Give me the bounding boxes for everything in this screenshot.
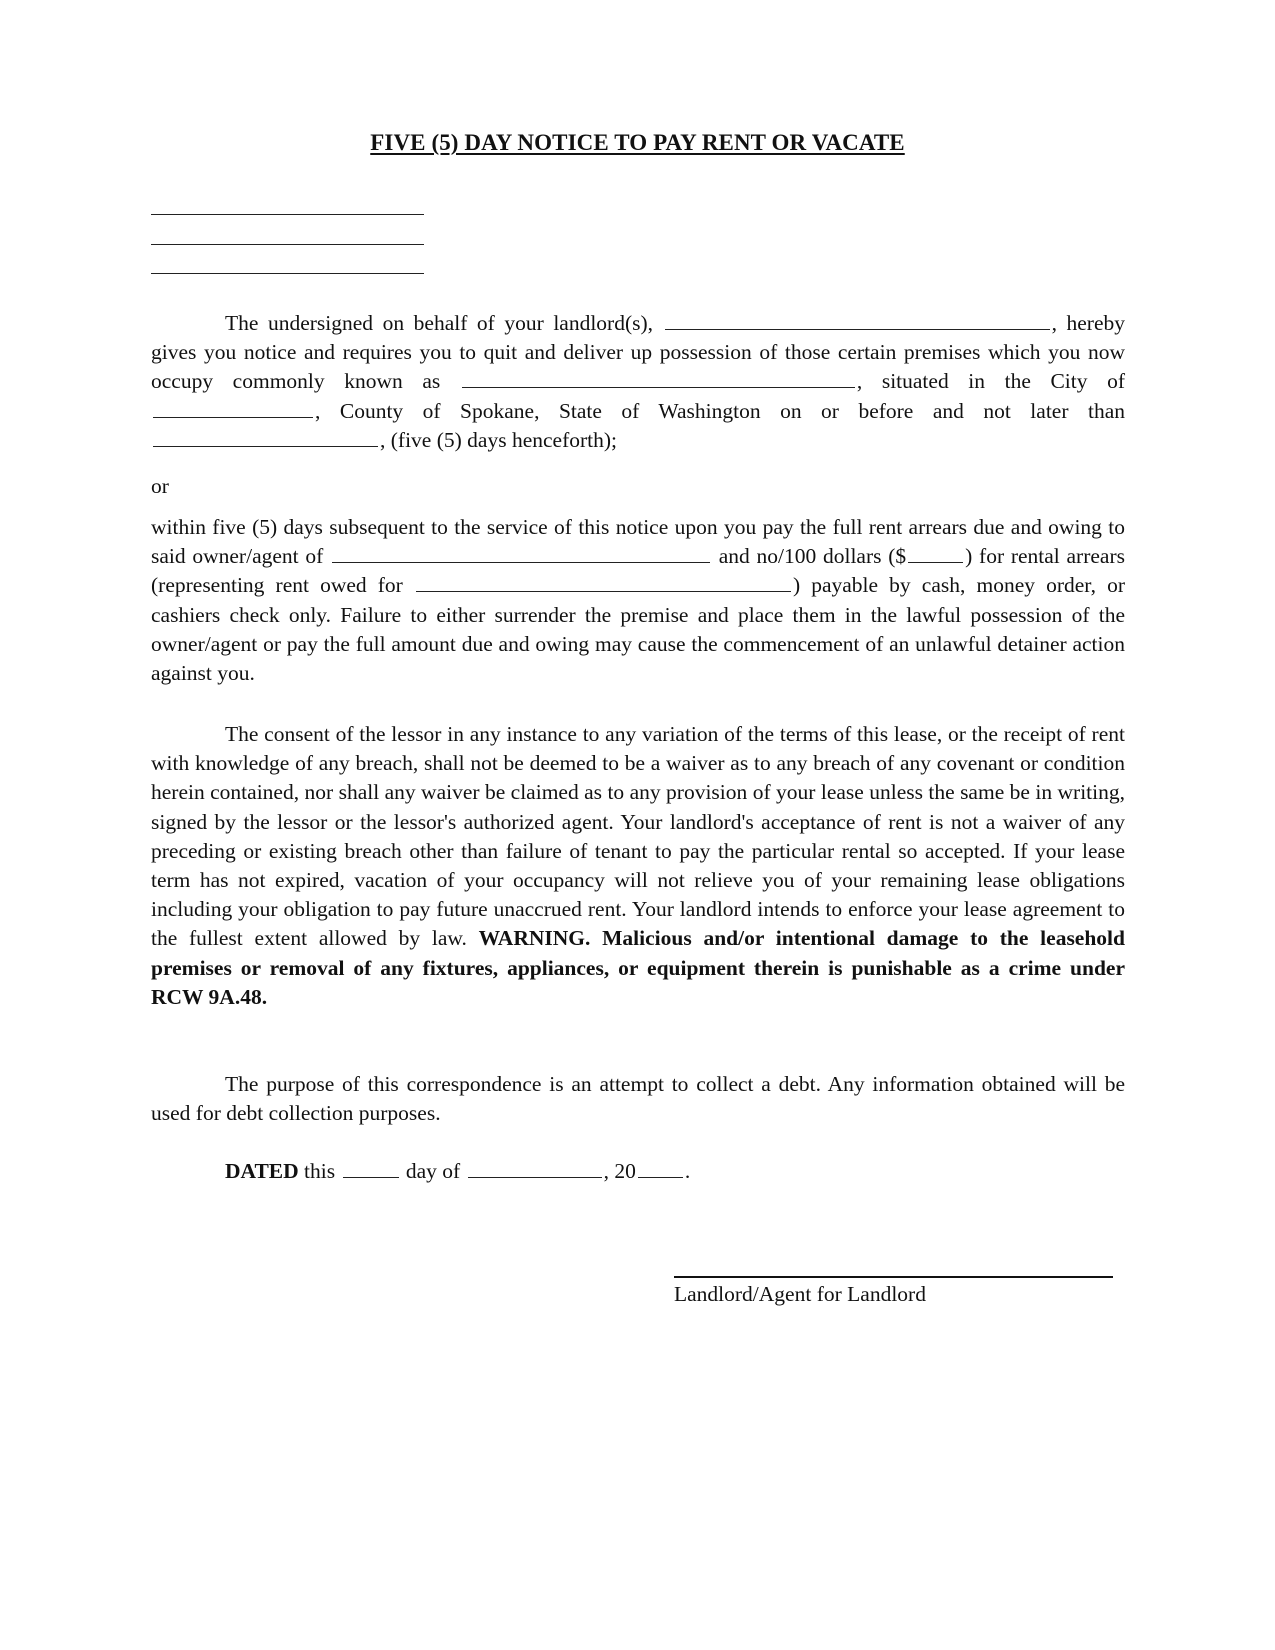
- address-blank-line-3[interactable]: [151, 273, 424, 274]
- paragraph-possession-notice: The undersigned on behalf of your landlord(s), , hereby gives you notice and requires you to quit and deliver up possession of those certain premises which you now occupy commonly known as , situated in the City of , County of Spokane, State of Washington on or before and not later than , (five (5) days henceforth);: [151, 311, 1125, 452]
- rent-period-blank[interactable]: [416, 590, 791, 592]
- paragraph-debt-collection: The purpose of this correspondence is an attempt to collect a debt. Any information obtained will be used for debt collection purposes.: [151, 1072, 1125, 1126]
- year-blank[interactable]: [638, 1176, 683, 1178]
- address-blank-line-1[interactable]: [151, 214, 424, 215]
- warning-text: WARNING. Malicious and/or intentional damage to the leasehold premises or removal of any fixtures, appliances, or equipment therein is punishable as a crime under RCW 9A.48.: [151, 926, 1125, 1009]
- deadline-date-blank[interactable]: [153, 445, 378, 447]
- signature-label: Landlord/Agent for Landlord: [674, 1282, 926, 1306]
- document-title: FIVE (5) DAY NOTICE TO PAY RENT OR VACATE: [370, 130, 905, 155]
- premises-address-blank[interactable]: [462, 386, 855, 388]
- signature-line[interactable]: [674, 1276, 1113, 1278]
- paragraph-pay-arrears: within five (5) days subsequent to the service of this notice upon you pay the full rent arrears due and owing to said owner/agent of and no/100 dollars ($ ) for rental arrears (representing rent owed for ) payable by cash, money order, or cashiers check only. Failure to either surrender the premise and place them in the lawful possession of the owner/agent or pay the full amount due and owing may cause the commencement of an unlawful detainer action against you.: [151, 515, 1125, 686]
- day-blank[interactable]: [343, 1176, 399, 1178]
- or-separator: or: [151, 474, 169, 498]
- amount-in-words-blank[interactable]: [332, 561, 710, 563]
- landlord-name-blank[interactable]: [665, 328, 1050, 330]
- month-blank[interactable]: [468, 1176, 602, 1178]
- amount-dollars-blank[interactable]: [908, 561, 963, 563]
- dated-line: DATED this day of , 20 .: [225, 1159, 691, 1183]
- paragraph-lessor-consent: The consent of the lessor in any instance to any variation of the terms of this lease, or the receipt of rent with knowledge of any breach, shall not be deemed to be a waiver as to any breach of any covenant or condition herein contained, nor shall any waiver be claimed as to any provision of your lease unless the same be in writing, signed by the lessor or the lessor's authorized agent. Your landlord's acceptance of rent is not a waiver of any preceding or existing breach other than failure of tenant to pay the particular rental so accepted. If your lease term has not expired, vacation of your occupancy will not relieve you of your remaining lease obligations including your obligation to pay future unaccrued rent. Your landlord intends to enforce your lease agreement to the fullest extent allowed by law. WARNING. Malicious and/or intentional damage to the leasehold premises or removal of any fixtures, appliances, or equipment therein is punishable as a crime under RCW 9A.48.: [151, 722, 1125, 1009]
- address-blank-line-2[interactable]: [151, 244, 424, 245]
- city-blank[interactable]: [153, 416, 313, 418]
